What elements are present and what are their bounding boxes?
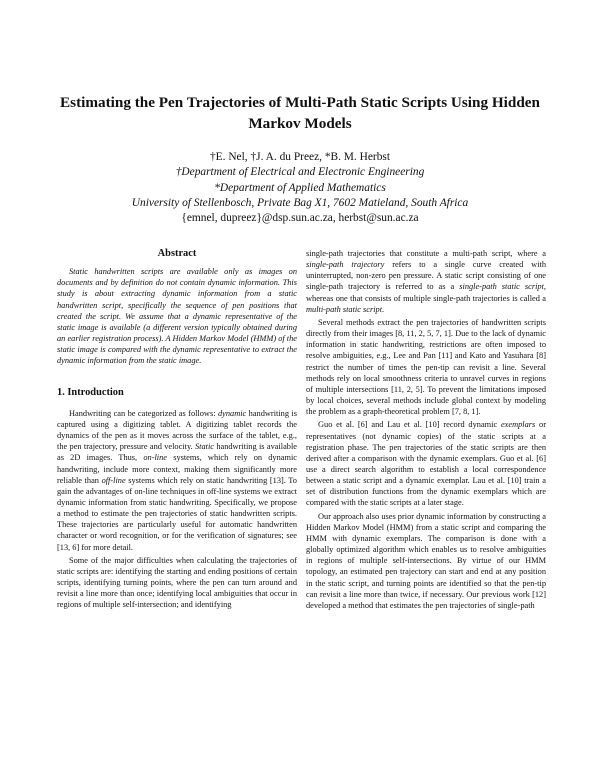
abstract-text: Static handwritten scripts are available only as images on documents and by definition do not contain dynamic information. This study is about extracting dynamic information from a static handwritten script, specifically the sequence of pen positions that created the script. We assume that a dynamic representative of the static image is available (a different version typically obtained during an earlier registration process). A Hidden Markov Model (HMM) of the static image is compared with the dynamic representative to extract the dynamic information from the static image. xyxy=(57,267,297,366)
paper-title: Estimating the Pen Trajectories of Multi-Path Static Scripts Using Hidden Markov Models xyxy=(60,94,540,132)
left-column xyxy=(57,248,297,611)
author-emails: {emnel, dupreez}@dsp.sun.ac.za, herbst@sun.ac.za xyxy=(181,212,419,225)
author-names: †E. Nel, †J. A. du Preez, *B. M. Herbst xyxy=(209,151,390,163)
right-column xyxy=(306,248,546,611)
affiliation-electrical: †Department of Electrical and Electronic Engineering xyxy=(175,166,425,179)
abstract-heading: Abstract xyxy=(157,248,197,259)
intro-paragraph-2: Some of the major difficulties when calculating the trajectories of static scripts are: identifying the starting and ending positions of certain scripts, identifying turning points, where the pen can turn around and revisit a line more than once; identifying local ambiguities that occur in regions of multiple self-intersection; and identifying xyxy=(57,555,297,610)
right-paragraph-1: single-path trajectories that constitute a multi-path script, where a single-path trajectory refers to a single curve created with uninterrupted, non-zero pen pressure. A static script consisting of one single-path trajectory is referred to as a single-path static script, whereas one that consists of multiple single-path trajectories is called a multi-path static script. xyxy=(306,249,546,314)
introduction-heading: 1. Introduction xyxy=(57,386,124,398)
university-address: University of Stellenbosch, Private Bag X1, 7602 Matieland, South Africa xyxy=(131,196,469,209)
right-paragraph-4: Our approach also uses prior dynamic information by constructing a Hidden Markov Model (HMM) from a static script and comparing the HMM with dynamic exemplars. The comparison is done with a globally optimized algorithm which enables us to resolve ambiguities in regions of multiple self-intersections. By virtue of our HMM topology, an estimated pen trajectory can start and end at any position in the static script, and turning points are identified so that the pen-tip can revisit a line more than twice, if necessary. Our previous work [12] developed a method that estimates the pen trajectories of single-path xyxy=(306,511,546,610)
right-paragraph-2: Several methods extract the pen trajectories of handwritten scripts directly from their images [8, 11, 2, 5, 7, 1]. Due to the lack of dynamic information in static handwriting, restrictions are often imposed to resolve ambiguities, e.g., Lee and Pan [11] and Kato and Yasuhara [8] restrict the number of times the pen-tip can revisit a line. Several methods rely on local smoothness criteria to unravel curves in regions of multiple intersections [11, 2, 5]. To prevent the limitations imposed by local choices, several methods include global context by modeling the problem as a graph-theoretical problem [7, 8, 1]. xyxy=(306,317,546,417)
intro-paragraph-1: Handwriting can be categorized as follows: dynamic handwriting is captured using a digitizing tablet. A digitizing tablet records the dynamics of the pen as it moves across the surface of the tablet, e.g., the pen trajectory, pressure and velocity. Static handwriting is available as 2D images. Thus, on-line systems, which rely on dynamic handwriting, include more context, making them significantly more reliable than off-line systems which rely on static handwriting [13]. To gain the advantages of on-line techniques in off-line systems we extract dynamic information from static handwriting. Specifically, we propose a method to estimate the pen trajectories of static handwritten scripts. These trajectories are particularly useful for automatic handwritten character or word recognition, or for the verification of signatures; see [13, 6] for more detail. xyxy=(57,408,297,552)
right-paragraph-3: Guo et al. [6] and Lau et al. [10] record dynamic exemplars or representatives (not dynamic copies) of the static scripts at a registration phase. The pen trajectories of the static scripts are then derived after a comparison with the dynamic exemplars. Guo et al. [6] use a direct search algorithm to establish a local correspondence between a static script and a dynamic exemplar. Lau et al. [10] train a set of distribution functions from the dynamic exemplars which are compared with the static scripts at a later stage. xyxy=(306,420,546,508)
author-block xyxy=(60,150,540,226)
affiliation-math: *Department of Applied Mathematics xyxy=(214,181,386,194)
